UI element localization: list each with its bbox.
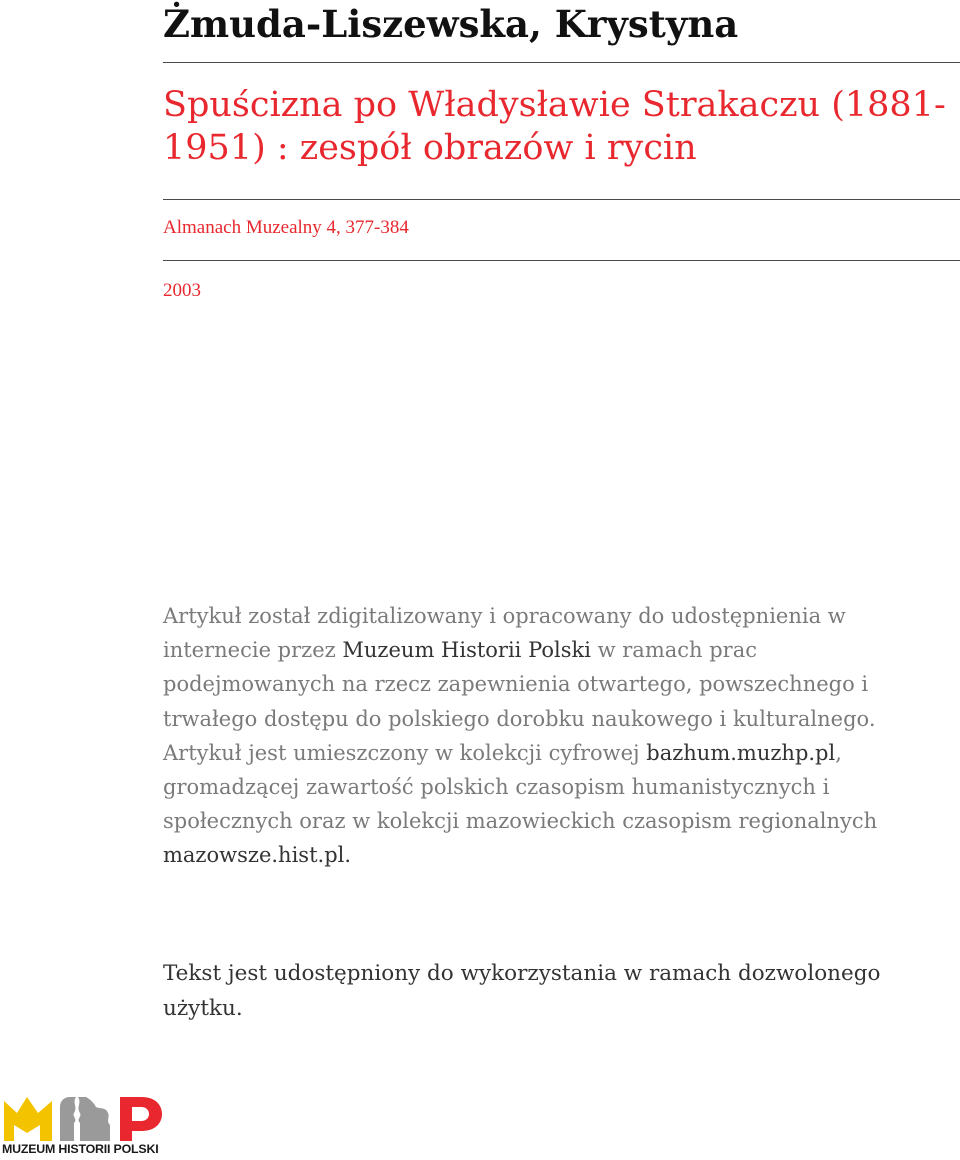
- divider: [163, 260, 960, 261]
- notice-text: Artykuł został zdigitalizowany i opracowany do udostępnienia w internecie przez: [163, 604, 846, 663]
- logo-wordmark: MUZEUM HISTORII POLSKI: [2, 1142, 159, 1156]
- article-title: Spuścizna po Władysławie Strakaczu (1881-1951) : zespół obrazów i rycin: [163, 85, 946, 168]
- museum-logo-icon: [2, 1095, 164, 1145]
- divider: [163, 62, 960, 63]
- logo-gray-profiles: [78, 1097, 110, 1141]
- logo-red-p: [120, 1097, 162, 1141]
- logo-gray-profiles: [60, 1097, 76, 1141]
- divider: [163, 199, 960, 200]
- mazowsze-link[interactable]: mazowsze.hist.pl: [163, 843, 345, 868]
- museum-logo: [2, 1095, 164, 1157]
- license-notice: Tekst jest udostępniony do wykorzystania w ramach dozwolonego użytku.: [163, 961, 881, 1021]
- journal-source: Almanach Muzealny 4, 377-384: [163, 217, 409, 238]
- author-name: Żmuda-Liszewska, Krystyna: [163, 2, 739, 46]
- museum-name: Muzeum Historii Polski: [342, 638, 591, 663]
- notice-text: w ramach prac podejmowanych na rzecz zapewnienia otwartego, powszechnego i trwałego dostępu do polskiego dorobku naukowego i kulturalnego. Artykuł jest umieszczony w kolekcji cyfrowej: [163, 638, 876, 765]
- notice-text: , gromadzącej zawartość polskich czasopism humanistycznych i społecznych oraz w kolekcji mazowieckich czasopism regionalnych: [163, 740, 878, 834]
- publication-year: 2003: [163, 280, 201, 301]
- digitization-notice: [163, 599, 933, 873]
- notice-text: .: [344, 843, 352, 868]
- bazhum-link[interactable]: bazhum.muzhp.pl: [646, 740, 836, 765]
